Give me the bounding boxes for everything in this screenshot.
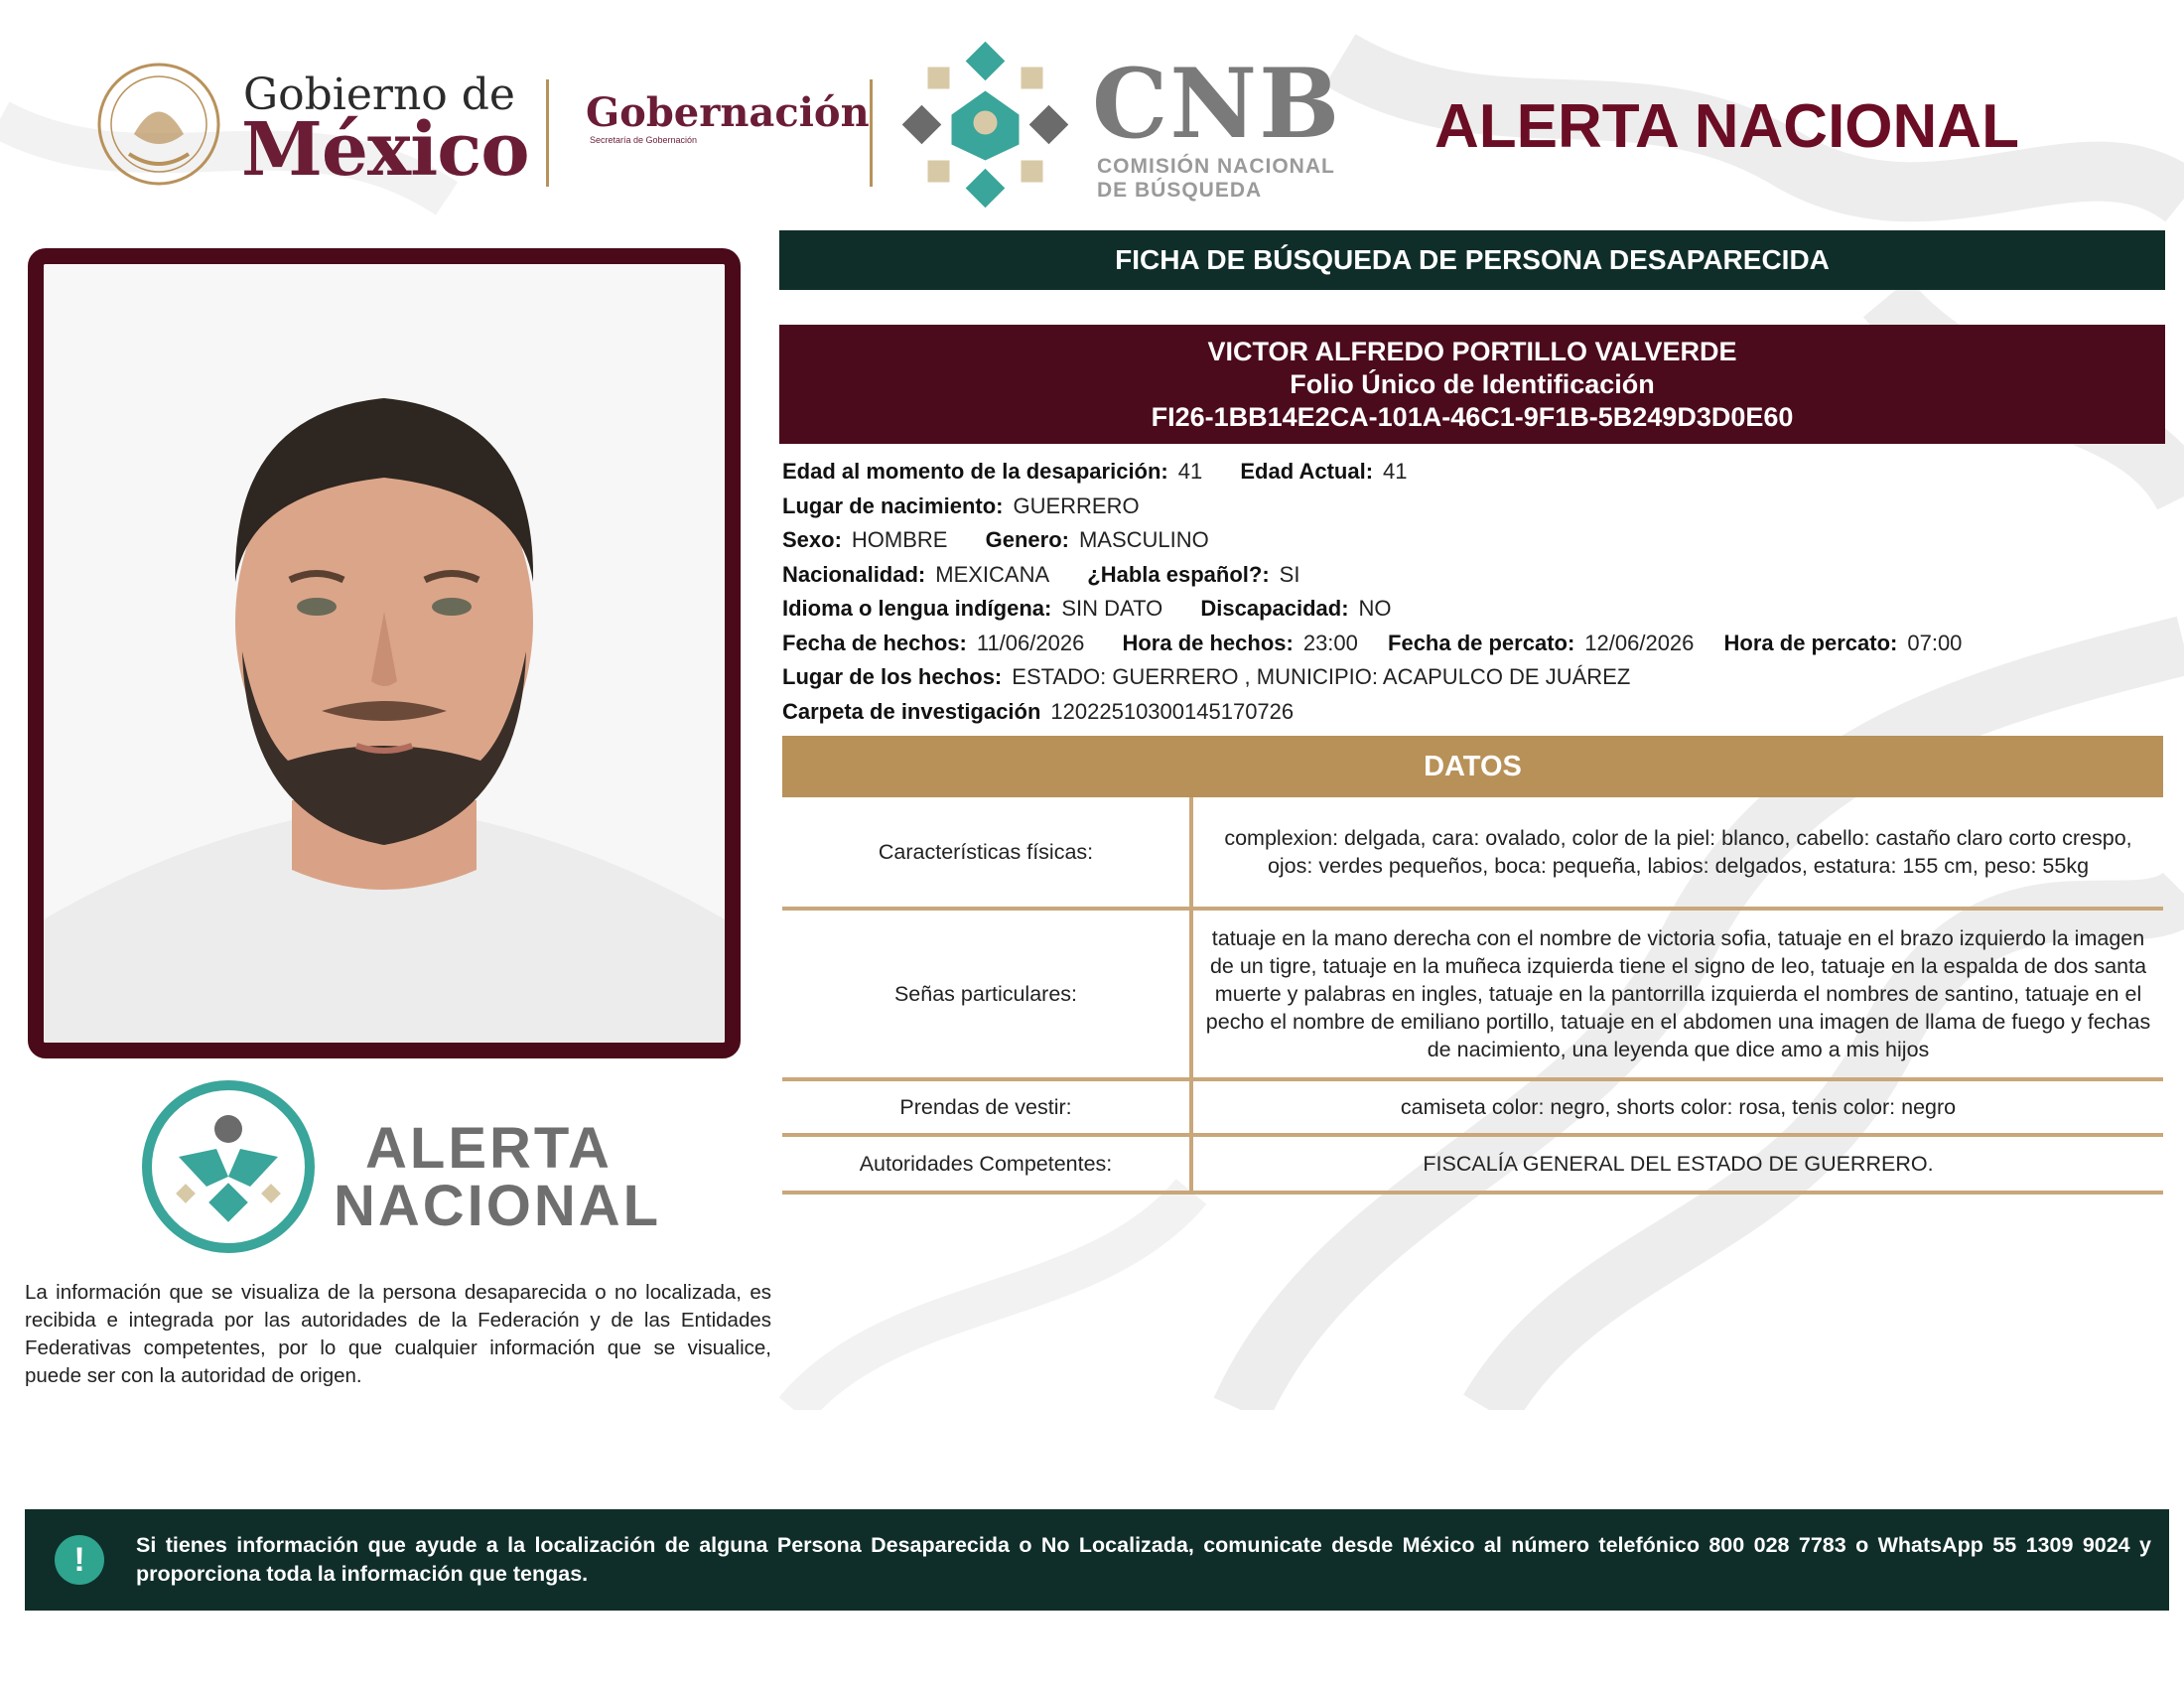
alerta-logo-line1: ALERTA bbox=[365, 1116, 613, 1181]
ficha-title: FICHA DE BÚSQUEDA DE PERSONA DESAPARECIDA bbox=[779, 230, 2165, 290]
hora-percato-label: Hora de percato: bbox=[1723, 630, 1898, 655]
fecha-hechos-value: 11/06/2026 bbox=[976, 630, 1085, 655]
person-photo bbox=[28, 248, 741, 1058]
cnb-full-name bbox=[1097, 155, 1335, 203]
info-row bbox=[782, 695, 2162, 730]
gobernacion-logo bbox=[586, 89, 870, 149]
edad-actual-value: 41 bbox=[1383, 459, 1408, 484]
info-row bbox=[782, 455, 2162, 490]
espanol-value: SI bbox=[1279, 561, 1300, 587]
autoridades-label: Autoridades Competentes: bbox=[782, 1137, 1193, 1191]
senas-label: Señas particulares: bbox=[782, 911, 1193, 1077]
edad-desaparicion-label: Edad al momento de la desaparición: bbox=[782, 459, 1168, 484]
cnb-line2: DE BÚSQUEDA bbox=[1097, 179, 1263, 202]
fecha-percato-value: 12/06/2026 bbox=[1584, 630, 1695, 655]
sexo-value: HOMBRE bbox=[851, 527, 948, 552]
sexo-label: Sexo: bbox=[782, 527, 842, 552]
nacimiento-value: GUERRERO bbox=[1013, 492, 1140, 518]
alert-title: ALERTA NACIONAL bbox=[1434, 92, 2019, 161]
datos-table bbox=[782, 797, 2163, 1195]
autoridades-value: FISCALÍA GENERAL DEL ESTADO DE GUERRERO. bbox=[1423, 1152, 1934, 1176]
gobierno-de-mexico-logo bbox=[94, 60, 531, 194]
cnb-logo bbox=[898, 38, 1345, 211]
folio-value: FI26-1BB14E2CA-101A-46C1-9F1B-5B249D3D0E60 bbox=[1151, 402, 1794, 432]
genero-label: Genero: bbox=[985, 527, 1069, 552]
gobernacion-label: Gobernación bbox=[586, 89, 870, 136]
info-row bbox=[782, 523, 2162, 558]
disclaimer-text: La información que se visualiza de la persona desaparecida o no localizada, es recibida e integrada por las autoridades de la Federación y de las Entidades Federativas competentes, por lo que cualquier información que se visualice, puede ser con la autoridad de origen. bbox=[25, 1281, 771, 1387]
info-row bbox=[782, 627, 2162, 661]
cnb-emblem-icon bbox=[898, 38, 1072, 211]
info-row bbox=[782, 490, 2162, 524]
edad-desaparicion-value: 41 bbox=[1177, 459, 1203, 484]
nacionalidad-value: MEXICANA bbox=[935, 561, 1050, 587]
caracteristicas-label: Características físicas: bbox=[782, 797, 1193, 907]
alerta-nacional-logo bbox=[139, 1077, 675, 1256]
prendas-value: camiseta color: negro, shorts color: rosa, tenis color: negro bbox=[1400, 1095, 1957, 1119]
caracteristicas-value: complexion: delgada, cara: ovalado, color de la piel: blanco, cabello: castaño claro corto crespo, ojos: verdes pequeños, boca: pequeña, labios: delgados, estatura: 155 cm, peso: 55kg bbox=[1224, 826, 2132, 878]
senas-value: tatuaje en la mano derecha con el nombre de victoria sofia, tatuaje en el brazo izquierdo la imagen de un tigre, tatuaje en la muñeca izquierda tiene el signo de leo, tatuaje en la espalda de dos santa muerte y palabras en ingles, tatuaje en la pantorrilla izquierda el nombres de santino, tatuaje en el pecho el nombre de emiliano portillo, tatuaje en el abdomen una imagen de llama de fuego y fechas de nacimiento, una leyenda que dice amo a mis hijos bbox=[1205, 926, 2151, 1061]
fecha-hechos-label: Fecha de hechos: bbox=[782, 630, 967, 655]
header-divider bbox=[870, 79, 873, 187]
fecha-percato-label: Fecha de percato: bbox=[1388, 630, 1575, 655]
carpeta-value: 12022510300145170726 bbox=[1050, 698, 1295, 724]
mexico-label: México bbox=[241, 107, 529, 193]
discapacidad-value: NO bbox=[1358, 596, 1392, 621]
cnb-acronym: CNB bbox=[1092, 48, 1342, 160]
discapacidad-label: Discapacidad: bbox=[1200, 596, 1349, 621]
espanol-label: ¿Habla español?: bbox=[1087, 561, 1270, 587]
lengua-label: Idioma o lengua indígena: bbox=[782, 596, 1052, 621]
gobierno-label: Gobierno de bbox=[243, 70, 515, 120]
carpeta-label: Carpeta de investigación bbox=[782, 698, 1041, 724]
person-portrait-icon bbox=[44, 264, 725, 1043]
cnb-line1: COMISIÓN NACIONAL bbox=[1097, 155, 1335, 178]
table-row bbox=[782, 911, 2163, 1081]
table-row bbox=[782, 797, 2163, 911]
info-row bbox=[782, 592, 2162, 627]
table-row bbox=[782, 1137, 2163, 1195]
alerta-emblem-icon bbox=[139, 1077, 318, 1256]
person-name: VICTOR ALFREDO PORTILLO VALVERDE bbox=[1207, 337, 1737, 366]
hora-hechos-label: Hora de hechos: bbox=[1122, 630, 1294, 655]
hora-hechos-value: 23:00 bbox=[1302, 630, 1358, 655]
lugar-hechos-label: Lugar de los hechos: bbox=[782, 664, 1003, 689]
exclamation-icon: ! bbox=[55, 1535, 104, 1585]
hora-percato-value: 07:00 bbox=[1907, 630, 1963, 655]
info-row bbox=[782, 558, 2162, 593]
lugar-hechos-value: ESTADO: GUERRERO , MUNICIPIO: ACAPULCO DE JUÁREZ bbox=[1012, 664, 1631, 689]
table-row bbox=[782, 1081, 2163, 1137]
contact-footer bbox=[25, 1509, 2169, 1611]
datos-heading: DATOS bbox=[782, 736, 2163, 797]
info-row bbox=[782, 660, 2162, 695]
header-divider bbox=[546, 79, 549, 187]
alerta-logo-line2: NACIONAL bbox=[334, 1174, 662, 1238]
nacionalidad-label: Nacionalidad: bbox=[782, 561, 926, 587]
gobernacion-sub-label: Secretaría de Gobernación bbox=[590, 135, 698, 145]
genero-value: MASCULINO bbox=[1078, 527, 1209, 552]
edad-actual-label: Edad Actual: bbox=[1240, 459, 1374, 484]
national-seal-icon bbox=[94, 60, 223, 189]
folio-label: Folio Único de Identificación bbox=[1290, 369, 1655, 399]
nacimiento-label: Lugar de nacimiento: bbox=[782, 492, 1004, 518]
contact-text: Si tienes información que ayude a la localización de alguna Persona Desaparecida o No Localizada, comunicate desde México al número telefónico 800 028 7783 o WhatsApp 55 1309 9024 y proporciona toda la información que tengas. bbox=[136, 1533, 2151, 1586]
prendas-label: Prendas de vestir: bbox=[782, 1081, 1193, 1133]
lengua-value: SIN DATO bbox=[1061, 596, 1163, 621]
person-header bbox=[779, 325, 2165, 444]
person-info bbox=[782, 455, 2162, 729]
